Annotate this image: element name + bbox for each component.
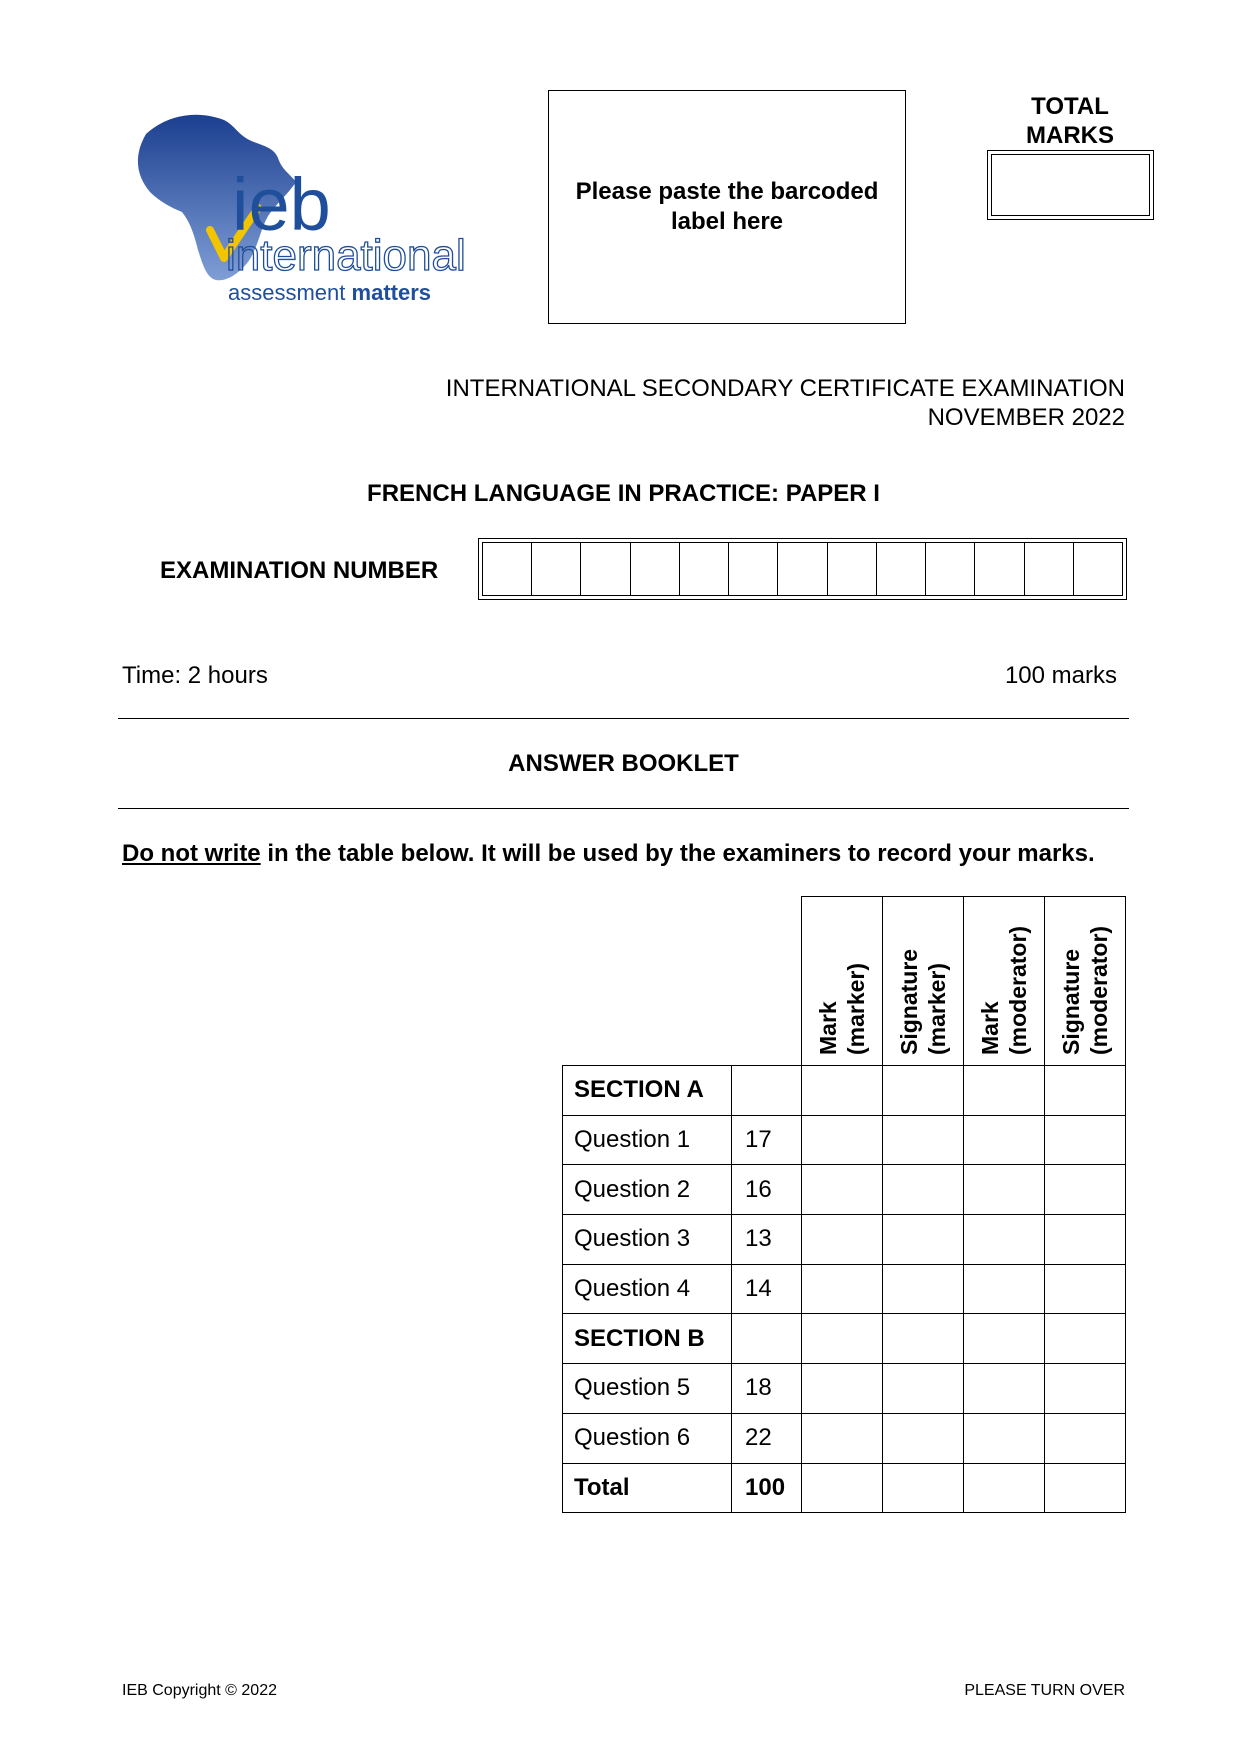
mark-entry-cell[interactable]: [802, 1264, 883, 1314]
mark-entry-cell[interactable]: [964, 1413, 1045, 1463]
mark-entry-cell[interactable]: [1045, 1215, 1126, 1265]
paper-title: FRENCH LANGUAGE IN PRACTICE: PAPER I: [367, 480, 880, 507]
row-label: Total: [563, 1463, 732, 1513]
mark-entry-cell[interactable]: [1045, 1115, 1126, 1165]
mark-entry-cell[interactable]: [964, 1215, 1045, 1265]
row-max-marks: 22: [732, 1413, 802, 1463]
logo-line2-a: assessment: [228, 280, 346, 305]
exam-number-cell[interactable]: [926, 543, 975, 595]
column-header: [964, 897, 1045, 1066]
table-row: [563, 1066, 1126, 1116]
logo-line1: international: [226, 231, 466, 280]
exam-number-cell[interactable]: [828, 543, 877, 595]
mark-entry-cell[interactable]: [883, 1066, 964, 1116]
exam-number-cell[interactable]: [581, 543, 630, 595]
divider: [118, 718, 1129, 719]
time-label: Time: 2 hours: [122, 662, 268, 689]
mark-entry-cell[interactable]: [802, 1215, 883, 1265]
mark-entry-cell[interactable]: [1045, 1314, 1126, 1364]
column-header: [1045, 897, 1126, 1066]
table-blank-cell: [732, 897, 802, 1066]
svg-text:assessment matters: [228, 280, 431, 305]
row-max-marks: 16: [732, 1165, 802, 1215]
table-row: [563, 1314, 1126, 1364]
mark-entry-cell[interactable]: [1045, 1413, 1126, 1463]
exam-title: INTERNATIONAL SECONDARY CERTIFICATE EXAMINATION: [445, 375, 1125, 402]
mark-entry-cell[interactable]: [883, 1413, 964, 1463]
mark-entry-cell[interactable]: [964, 1066, 1045, 1116]
mark-entry-cell[interactable]: [802, 1314, 883, 1364]
exam-number-label: EXAMINATION NUMBER: [160, 557, 439, 584]
exam-number-cell[interactable]: [877, 543, 926, 595]
table-row: [563, 1264, 1126, 1314]
exam-date: NOVEMBER 2022: [927, 404, 1125, 431]
total-marks-box: [987, 150, 1154, 220]
mark-entry-cell[interactable]: [802, 1165, 883, 1215]
exam-number-cell[interactable]: [1025, 543, 1074, 595]
mark-entry-cell[interactable]: [1045, 1165, 1126, 1215]
mark-entry-cell[interactable]: [964, 1314, 1045, 1364]
table-blank-cell: [563, 897, 732, 1066]
exam-number-cell[interactable]: [680, 543, 729, 595]
mark-entry-cell[interactable]: [802, 1463, 883, 1513]
row-max-marks: 18: [732, 1364, 802, 1414]
mark-entry-cell[interactable]: [1045, 1463, 1126, 1513]
instruction-text: [122, 840, 1095, 868]
table-header-row: [563, 897, 1126, 1066]
total-marks-label: TOTAL MARKS: [1026, 93, 1114, 149]
exam-number-grid: [478, 538, 1127, 600]
table-row: [563, 1115, 1126, 1165]
table-row: [563, 1215, 1126, 1265]
mark-entry-cell[interactable]: [1045, 1066, 1126, 1116]
logo-word: ieb: [232, 163, 331, 246]
column-header-label: Mark (moderator): [977, 925, 1031, 1055]
exam-number-cell[interactable]: [975, 543, 1024, 595]
row-label: Question 5: [563, 1364, 732, 1414]
exam-number-cell[interactable]: [1074, 543, 1122, 595]
row-max-marks: 17: [732, 1115, 802, 1165]
row-max-marks: [732, 1314, 802, 1364]
column-header: [802, 897, 883, 1066]
instruction-rest: in the table below. It will be used by the examiners to record your marks.: [260, 840, 1095, 867]
mark-entry-cell[interactable]: [964, 1364, 1045, 1414]
mark-entry-cell[interactable]: [964, 1165, 1045, 1215]
column-header-label: Signature (moderator): [1058, 925, 1112, 1055]
ieb-logo: [128, 112, 498, 308]
column-header: [883, 897, 964, 1066]
row-max-marks: 14: [732, 1264, 802, 1314]
barcode-label-box: [548, 90, 906, 324]
table-row: [563, 1165, 1126, 1215]
row-max-marks: 13: [732, 1215, 802, 1265]
mark-entry-cell[interactable]: [883, 1364, 964, 1414]
mark-entry-cell[interactable]: [883, 1165, 964, 1215]
mark-entry-cell[interactable]: [1045, 1364, 1126, 1414]
row-label: Question 1: [563, 1115, 732, 1165]
row-max-marks: 100: [732, 1463, 802, 1513]
instruction-emphasis: Do not write: [122, 840, 261, 867]
exam-number-cell[interactable]: [631, 543, 680, 595]
mark-entry-cell[interactable]: [802, 1364, 883, 1414]
mark-entry-cell[interactable]: [964, 1115, 1045, 1165]
column-header-label: Signature (marker): [896, 948, 950, 1055]
mark-entry-cell[interactable]: [802, 1413, 883, 1463]
table-row: [563, 1463, 1126, 1513]
table-row: [563, 1364, 1126, 1414]
mark-entry-cell[interactable]: [802, 1115, 883, 1165]
mark-entry-cell[interactable]: [883, 1463, 964, 1513]
row-label: Question 2: [563, 1165, 732, 1215]
mark-entry-cell[interactable]: [802, 1066, 883, 1116]
row-label: Question 4: [563, 1264, 732, 1314]
exam-number-cell[interactable]: [483, 543, 532, 595]
mark-entry-cell[interactable]: [883, 1314, 964, 1364]
row-label: SECTION A: [563, 1066, 732, 1116]
barcode-label-text: Please paste the barcoded label here: [575, 178, 879, 235]
row-label: SECTION B: [563, 1314, 732, 1364]
logo-line2-b: matters: [351, 280, 431, 305]
marks-table: [562, 896, 1126, 1513]
mark-entry-cell[interactable]: [883, 1215, 964, 1265]
africa-map-icon: [128, 112, 498, 308]
booklet-title: ANSWER BOOKLET: [508, 750, 739, 777]
row-label: Question 3: [563, 1215, 732, 1265]
exam-number-cell[interactable]: [532, 543, 581, 595]
mark-entry-cell[interactable]: [964, 1264, 1045, 1314]
column-header-label: Mark (marker): [815, 962, 869, 1055]
mark-entry-cell[interactable]: [964, 1463, 1045, 1513]
divider: [118, 808, 1129, 809]
footer-copyright: IEB Copyright © 2022: [122, 1682, 277, 1699]
exam-number-cell[interactable]: [729, 543, 778, 595]
exam-number-cell[interactable]: [778, 543, 827, 595]
mark-entry-cell[interactable]: [1045, 1264, 1126, 1314]
marks-label: 100 marks: [1004, 662, 1117, 689]
row-label: Question 6: [563, 1413, 732, 1463]
mark-entry-cell[interactable]: [883, 1264, 964, 1314]
mark-entry-cell[interactable]: [883, 1115, 964, 1165]
table-row: [563, 1413, 1126, 1463]
row-max-marks: [732, 1066, 802, 1116]
footer-turn-over: PLEASE TURN OVER: [964, 1682, 1125, 1699]
